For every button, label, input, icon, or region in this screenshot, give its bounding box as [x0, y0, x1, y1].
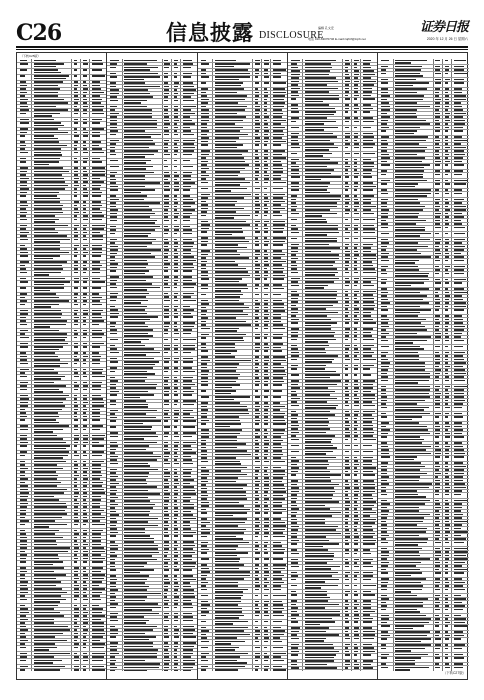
issue-date: 2020 年 12 月 26 日 星期六 — [426, 37, 468, 41]
table-row — [288, 670, 377, 671]
disclosure-table — [16, 52, 468, 680]
table-column-1 — [17, 53, 107, 679]
masthead — [16, 20, 468, 48]
continuation-note: （下转C27版） — [442, 671, 466, 675]
table-rows — [378, 59, 469, 671]
contact-line: 电话 010-63070746 E-mail:zqrbtf@zqrb.net — [308, 37, 366, 41]
masthead-rule-thick — [16, 46, 468, 48]
table-column-3 — [198, 53, 288, 679]
table-rows — [198, 59, 287, 671]
table-rows — [288, 59, 377, 671]
table-row — [107, 670, 197, 672]
column-continuation-header: （下转C25版） — [20, 54, 41, 58]
table-rows — [17, 59, 106, 671]
table-column-2 — [107, 53, 198, 679]
table-column-4 — [288, 53, 378, 679]
table-rows — [107, 59, 197, 671]
page-number: C26 — [16, 20, 62, 46]
masthead-rule-thin — [16, 49, 468, 50]
section-title: 信息披露 — [166, 20, 254, 45]
masthead-info — [308, 20, 468, 46]
table-row — [198, 669, 287, 672]
editor-line: 编辑 孔文安 — [318, 26, 334, 30]
section-title-english: DISCLOSURE — [259, 30, 324, 41]
table-row — [17, 669, 106, 672]
table-column-5 — [378, 53, 469, 679]
newspaper-logo: 证券日报 — [419, 20, 468, 35]
